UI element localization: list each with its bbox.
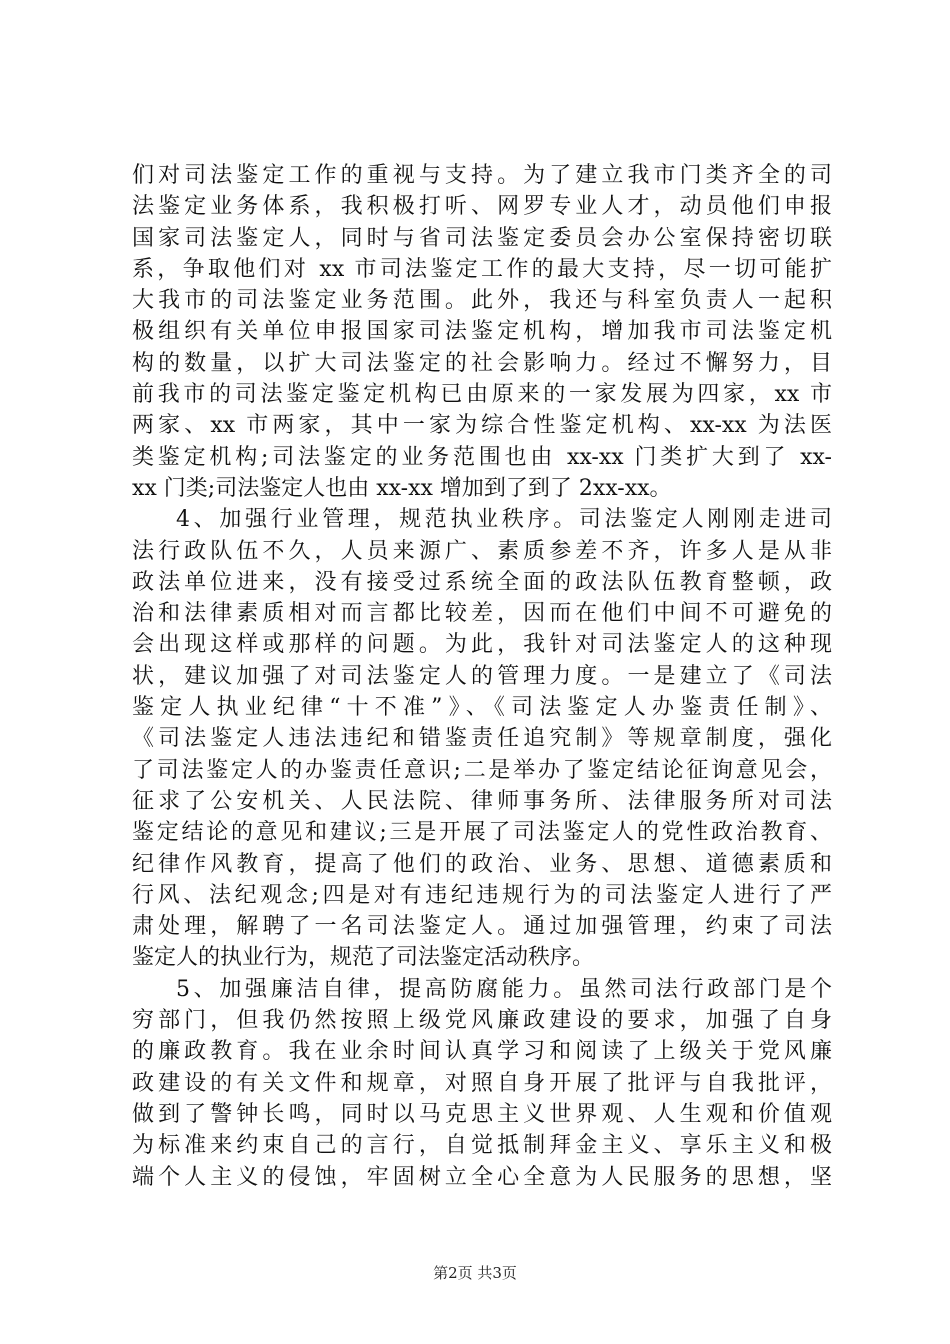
text-line: 端个人主义的侵蚀，牢固树立全心全意为人民服务的思想，坚 [132,1164,832,1190]
text-line: 的廉政教育。我在业余时间认真学习和阅读了上级关于党风廉 [132,1039,832,1065]
page-footer [0,1262,950,1283]
text-line: 做到了警钟长鸣，同时以马克思主义世界观、人生观和价值观 [132,1101,832,1127]
text-line: 征求了公安机关、人民法院、律师事务所、法律服务所对司法 [132,788,832,814]
text-line: 政建设的有关文件和规章，对照自身开展了批评与自我批评， [132,1070,832,1096]
text-line: 大我市的司法鉴定业务范围。此外，我还与科室负责人一起积 [132,288,832,314]
text-line: 构的数量，以扩大司法鉴定的社会影响力。经过不懈努力，目 [132,350,832,376]
text-line: 纪律作风教育，提高了他们的政治、业务、思想、道德素质和 [132,851,832,877]
text-line: 治和法律素质相对而言都比较差，因而在他们中间不可避免的 [132,601,832,627]
text-line: 极组织有关单位申报国家司法鉴定机构，增加我市司法鉴定机 [132,319,832,345]
text-line: 两家、xx 市两家，其中一家为综合性鉴定机构、xx-xx 为法医 [132,413,832,439]
text-line: 《司法鉴定人违法违纪和错鉴责任追究制》等规章制度，强化 [132,726,832,752]
text-line: 国家司法鉴定人，同时与省司法鉴定委员会办公室保持密切联 [132,225,832,251]
text-line: 了司法鉴定人的办鉴责任意识;二是举办了鉴定结论征询意见会， [132,757,832,783]
paragraph-start-line: 4、加强行业管理，规范执业秩序。司法鉴定人刚刚走进司 [176,507,832,533]
text-line: 为标准来约束自己的言行，自觉抵制拜金主义、享乐主义和极 [132,1133,832,1159]
page-indicator: 第2页 共3页 [433,1264,517,1282]
text-line: 鉴定人执业纪律“十不准”》、《司法鉴定人办鉴责任制》、 [132,695,832,721]
text-line: 鉴定结论的意见和建议;三是开展了司法鉴定人的党性政治教育、 [132,820,832,846]
text-line: 肃处理，解聘了一名司法鉴定人。通过加强管理，约束了司法 [132,914,832,940]
text-line: 前我市的司法鉴定鉴定机构已由原来的一家发展为四家，xx 市 [132,382,832,408]
text-line: 鉴定人的执业行为，规范了司法鉴定活动秩序。 [132,945,595,971]
text-line: 们对司法鉴定工作的重视与支持。为了建立我市门类齐全的司 [132,163,832,188]
text-line: 状，建议加强了对司法鉴定人的管理力度。一是建立了《司法 [132,663,832,689]
text-line: 系，争取他们对 xx 市司法鉴定工作的最大支持，尽一切可能扩 [132,256,832,282]
text-line: 法行政队伍不久，人员来源广、素质参差不齐，许多人是从非 [132,538,832,564]
text-line: xx 门类;司法鉴定人也由 xx-xx 增加到了到了 2xx-xx。 [132,475,672,501]
text-line: 政法单位进来，没有接受过系统全面的政法队伍教育整顿，政 [132,569,832,595]
paragraph-start-line: 5、加强廉洁自律，提高防腐能力。虽然司法行政部门是个 [176,976,832,1002]
text-line: 法鉴定业务体系，我积极打听、网罗专业人才，动员他们申报 [132,194,832,220]
text-line: 穷部门，但我仍然按照上级党风廉政建设的要求，加强了自身 [132,1008,832,1034]
text-line: 行风、法纪观念;四是对有违纪违规行为的司法鉴定人进行了严 [132,882,832,908]
document-body [132,160,832,1193]
text-line: 类鉴定机构;司法鉴定的业务范围也由 xx-xx 门类扩大到了 xx- [132,444,832,470]
text-line: 会出现这样或那样的问题。为此，我针对司法鉴定人的这种现 [132,632,832,658]
